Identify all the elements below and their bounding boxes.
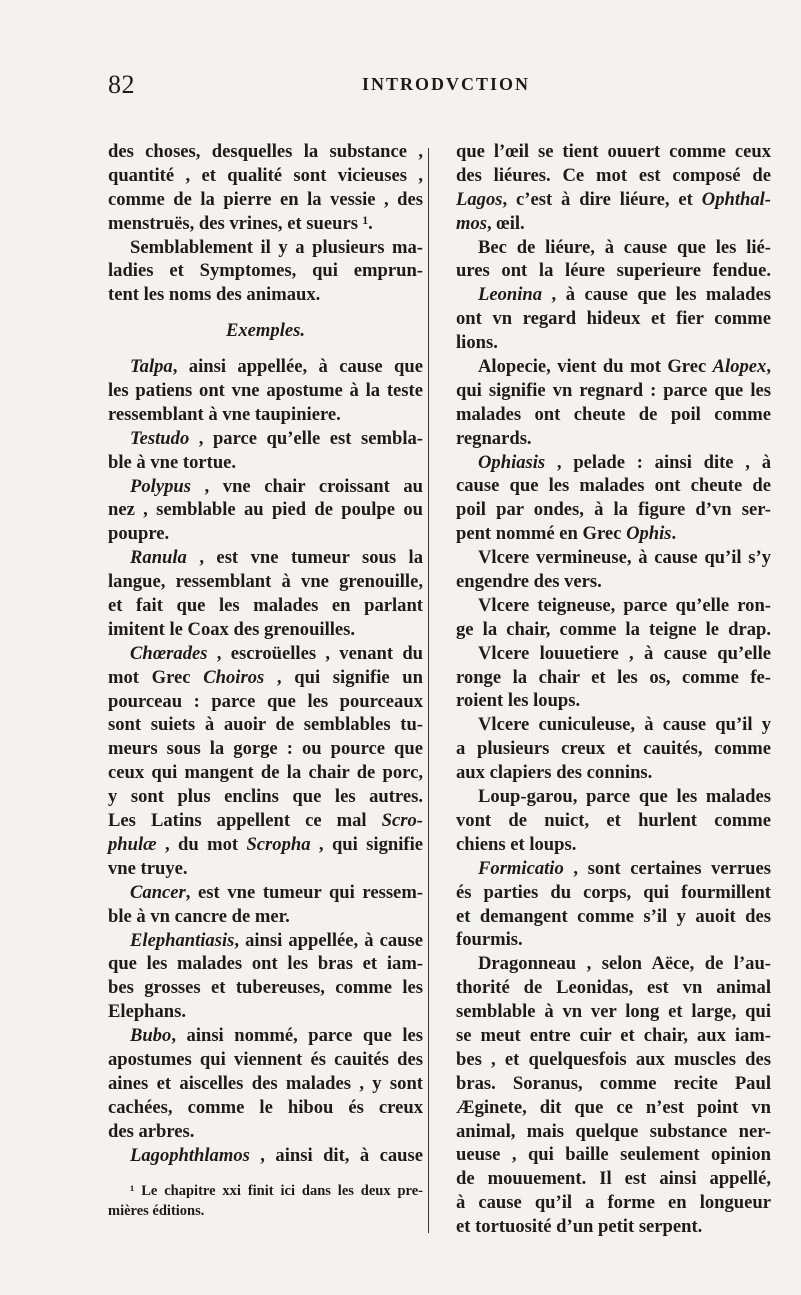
text-line bbox=[108, 307, 423, 319]
text-line bbox=[108, 343, 423, 355]
text-line: qui signifie vn regnard : parce que les bbox=[456, 379, 771, 401]
text-line: ge la chair, comme la teigne le drap. bbox=[456, 618, 771, 640]
text-line: Cancer, est vne tumeur qui ressem- bbox=[130, 881, 423, 903]
text-line: fourmis. bbox=[456, 929, 523, 951]
text-line: poupre. bbox=[108, 523, 170, 545]
text-line: Formicatio , sont certaines verrues bbox=[478, 857, 771, 879]
text-line: vne truye. bbox=[108, 857, 188, 879]
text-line: vont de nuict, et hurlent comme bbox=[456, 809, 771, 831]
text-line: ble à vn cancre de mer. bbox=[108, 905, 290, 927]
text-line: nez , semblable au pied de poulpe ou bbox=[108, 499, 423, 521]
footnote-line: ¹ Le chapitre xxi finit ici dans les deux pre- bbox=[130, 1183, 423, 1200]
text-line: imitent le Coax des grenouilles. bbox=[108, 618, 356, 640]
text-line: Les Latins appellent ce mal Scro- bbox=[108, 810, 423, 832]
text-line: les patiens ont vne apostume à la teste bbox=[108, 380, 423, 402]
text-line: poil par ondes, à la figure d’vn ser- bbox=[456, 499, 771, 521]
text-line: ble à vne tortue. bbox=[108, 451, 237, 473]
text-line: Vlcere teigneuse, parce qu’elle ron- bbox=[478, 594, 771, 616]
text-line: ont vn regard hideux et fier comme bbox=[456, 308, 771, 330]
text-line: que les malades ont les bras et iam- bbox=[108, 953, 423, 975]
text-line: cause que les malades ont cheute de bbox=[456, 475, 771, 497]
text-line: comme de la pierre en la vessie , des bbox=[108, 188, 423, 210]
text-line: bras. Soranus, comme recite Paul bbox=[456, 1072, 771, 1094]
text-line: aines et aiscelles des malades , y sont bbox=[108, 1072, 423, 1094]
text-line: Testudo , parce qu’elle est sembla- bbox=[130, 427, 423, 449]
text-line: et demangent comme s’il y auoit des bbox=[456, 905, 771, 927]
text-line: se meut entre cuir et chair, aux iam- bbox=[456, 1024, 771, 1046]
text-line: des liéures. Ce mot est composé de bbox=[456, 164, 771, 186]
text-line: Exemples. bbox=[225, 320, 305, 342]
text-line: que l’œil se tient ouuert comme ceux bbox=[456, 141, 771, 162]
text-line: ures ont la léure superieure fendue. bbox=[456, 260, 771, 282]
text-line: Ophiasis , pelade : ainsi dite , à bbox=[478, 451, 771, 473]
text-line: Vlcere vermineuse, à cause qu’il s’y bbox=[478, 547, 771, 569]
text-line: semblable à vn ver long et large, qui bbox=[456, 1001, 771, 1023]
footnote-line: mières éditions. bbox=[108, 1203, 205, 1220]
text-line: Alopecie, vient du mot Grec Alopex, bbox=[478, 356, 771, 378]
text-line: Vlcere cuniculeuse, à cause qu’il y bbox=[478, 714, 771, 736]
text-line: mot Grec Choiros , qui signifie un bbox=[108, 666, 423, 688]
text-line: de mouuement. Il est ainsi appellé, bbox=[456, 1168, 771, 1190]
text-line: Dragonneau , selon Aëce, de l’au- bbox=[478, 953, 771, 975]
text-line: Bec de liéure, à cause que les lié- bbox=[478, 236, 771, 258]
text-line: Vlcere louuetiere , à cause qu’elle bbox=[478, 642, 771, 664]
text-line: ladies et Symptomes, qui emprun- bbox=[108, 260, 423, 282]
footnote bbox=[108, 1181, 423, 1221]
text-line: menstruës, des vrines, et sueurs ¹. bbox=[108, 212, 373, 234]
text-line: Polypus , vne chair croissant au bbox=[130, 475, 423, 497]
text-line: Lagophthlamos , ainsi dit, à cause bbox=[130, 1144, 423, 1166]
running-title: INTRODVCTION bbox=[362, 74, 531, 94]
text-line: pourceau : parce que les pourceaux bbox=[108, 690, 423, 712]
text-line: chiens et loups. bbox=[456, 833, 577, 855]
text-line: Semblablement il y a plusieurs ma- bbox=[130, 236, 423, 258]
text-line: apostumes qui viennent és cauités des bbox=[108, 1048, 423, 1070]
text-line: Leonina , à cause que les malades bbox=[478, 284, 771, 306]
text-line: engendre des vers. bbox=[456, 571, 602, 593]
text-line: bes grosses et tubereuses, comme les bbox=[108, 977, 423, 999]
text-line: bes , et quelquesfois aux muscles des bbox=[456, 1048, 771, 1070]
text-line: Elephans. bbox=[108, 1001, 187, 1023]
text-line: roient les loups. bbox=[456, 690, 581, 712]
text-line: thorité de Leonidas, est vn animal bbox=[456, 977, 771, 999]
text-line: quantité , et qualité sont vicieuses , bbox=[108, 164, 423, 186]
left-column bbox=[108, 140, 423, 1221]
text-line: Bubo, ainsi nommé, parce que les bbox=[130, 1025, 423, 1047]
text-line: langue, ressemblant à vne grenouille, bbox=[108, 571, 423, 593]
text-line: meurs sous la gorge : ou pource que bbox=[108, 738, 423, 760]
text-line: mos, œil. bbox=[456, 212, 525, 234]
text-line: a plusieurs creux et cauités, comme bbox=[456, 738, 771, 760]
text-line: des choses, desquelles la substance , bbox=[108, 141, 423, 162]
text-line: et tortuosité d’un petit serpent. bbox=[456, 1216, 703, 1238]
text-line: cachées, comme le hibou és creux bbox=[108, 1096, 423, 1118]
footnote-spacer bbox=[108, 1167, 423, 1181]
text-line: lions. bbox=[456, 332, 498, 354]
text-line: et fait que les malades en parlant bbox=[108, 595, 423, 617]
text-line: ueuse , qui baille seulement opinion bbox=[456, 1144, 771, 1166]
text-line: Chœrades , escroüelles , venant du bbox=[130, 642, 423, 664]
text-line: ceux qui mangent de la chair de porc, bbox=[108, 762, 423, 784]
column-rule bbox=[428, 148, 429, 1233]
text-line: Elephantiasis, ainsi appellée, à cause bbox=[130, 929, 423, 951]
text-line: animal, mais quelque substance ner- bbox=[456, 1120, 771, 1142]
text-line: pent nommé en Grec Ophis. bbox=[456, 523, 677, 545]
text-line: ronge la chair et les os, comme fe- bbox=[456, 666, 771, 688]
text-line: à cause qu’il a forme en longueur bbox=[456, 1192, 771, 1214]
text-line: regnards. bbox=[456, 427, 532, 449]
text-line: Lagos, c’est à dire liéure, et Ophthal- bbox=[456, 188, 771, 210]
text-line: Ranula , est vne tumeur sous la bbox=[130, 547, 423, 569]
text-line: Loup-garou, parce que les malades bbox=[478, 786, 771, 808]
text-line: malades ont cheute de poil comme bbox=[456, 403, 771, 425]
text-line: és parties du corps, qui fourmillent bbox=[456, 881, 771, 903]
text-line: ressemblant à vne taupiniere. bbox=[108, 403, 341, 425]
text-line: sont suiets à auoir de semblables tu- bbox=[108, 714, 423, 736]
text-line: phulæ , du mot Scropha , qui signifie bbox=[108, 833, 423, 855]
right-column bbox=[456, 140, 771, 1239]
text-line: Talpa, ainsi appellée, à cause que bbox=[130, 356, 423, 378]
text-line: aux clapiers des connins. bbox=[456, 762, 653, 784]
text-line: tent les noms des animaux. bbox=[108, 284, 321, 306]
text-line: des arbres. bbox=[108, 1120, 195, 1142]
text-line: y sont plus enclins que les autres. bbox=[108, 786, 423, 808]
page-number: 82 bbox=[108, 70, 135, 99]
text-line: Æginete, dit que ce n’est point vn bbox=[456, 1096, 771, 1118]
